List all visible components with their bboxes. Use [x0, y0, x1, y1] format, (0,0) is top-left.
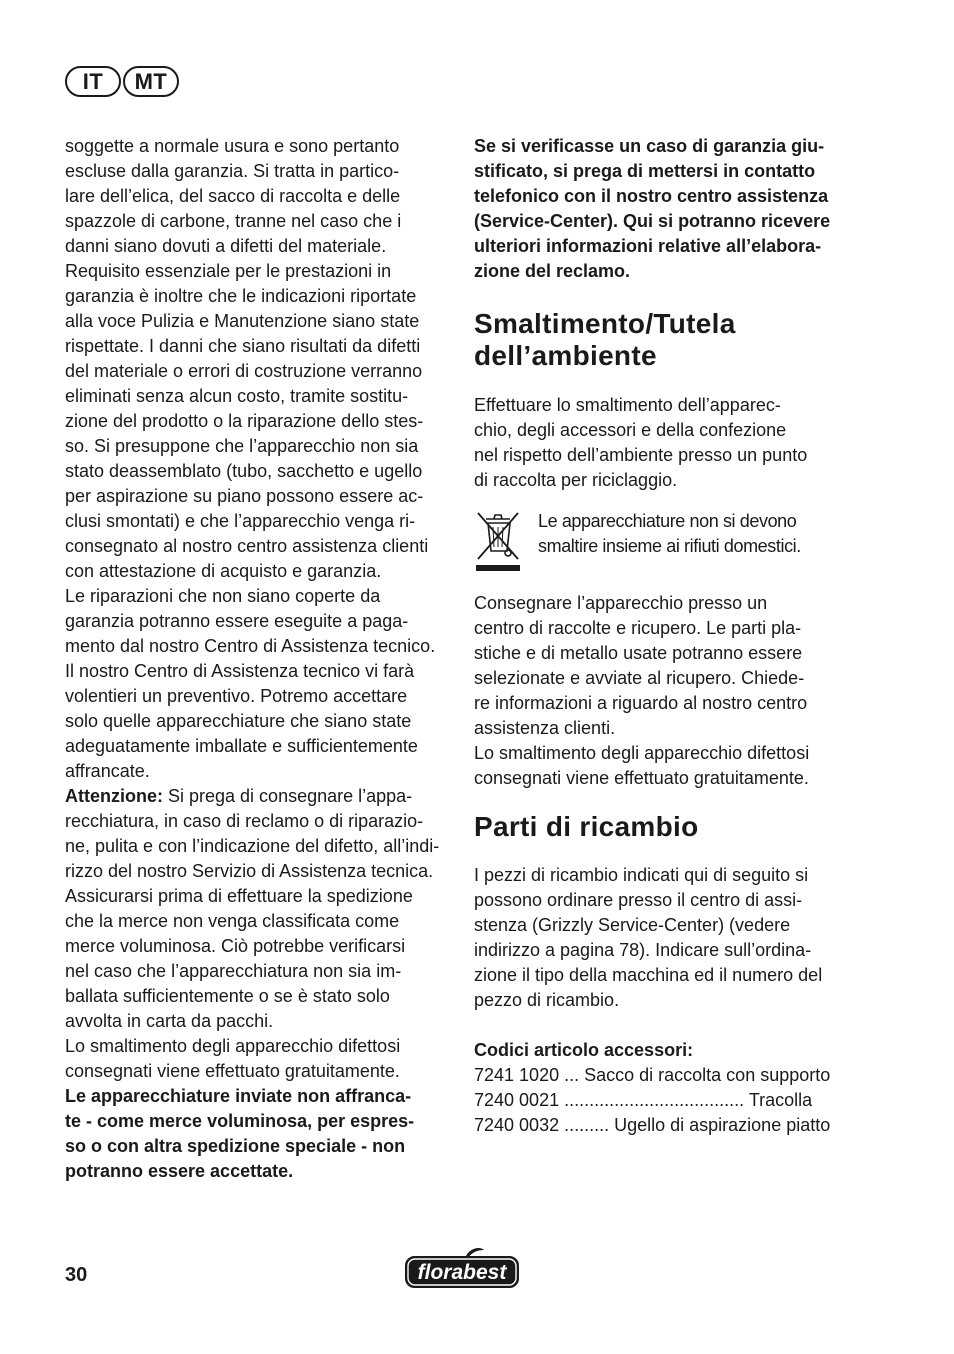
text-line: volentieri un preventivo. Potremo accettare	[65, 686, 408, 706]
accessory-row	[474, 1063, 830, 1088]
bold-warning-line: Le apparecchiature inviate non affranca-	[65, 1086, 412, 1106]
bold-line: zione del reclamo.	[474, 261, 631, 281]
florabest-logo-graphic	[404, 1246, 520, 1290]
text-line: garanzia potranno essere eseguite a paga-	[65, 611, 409, 631]
accessories-heading: Codici articolo accessori:	[474, 1040, 694, 1060]
accessories-list	[474, 1038, 858, 1138]
text-line: selezionate e avviate al ricupero. Chiede-	[474, 668, 805, 688]
text-line: ne, pulita e con l’indicazione del difetto, all’indi-	[65, 836, 440, 856]
text-line: Le riparazioni che non siano coperte da	[65, 586, 381, 606]
text-line: nel caso che l’apparecchiatura non sia im-	[65, 961, 402, 981]
text-line: soggette a normale usura e sono pertanto	[65, 136, 400, 156]
page-number: 30	[65, 1264, 88, 1286]
text-line: di raccolta per riciclaggio.	[474, 470, 678, 490]
attention-label: Attenzione:	[65, 786, 163, 806]
text-line: danni siano dovuti a difetti del materiale.	[65, 236, 387, 256]
accessory-name: Sacco di raccolta con supporto	[579, 1065, 831, 1085]
accessory-name: Ugello di aspirazione piatto	[609, 1115, 831, 1135]
text-line: avvolta in carta da pacchi.	[65, 1011, 274, 1031]
spare-parts-heading: Parti di ricambio	[474, 811, 699, 842]
attention-text: Si prega di consegnare l’appa-	[163, 786, 413, 806]
left-column	[65, 134, 449, 1184]
recycling-text	[474, 591, 858, 791]
text-line: centro di raccolte e ricupero. Le parti pla-	[474, 618, 802, 638]
text-line: assistenza clienti.	[474, 718, 616, 738]
text-line: Le apparecchiature non si devono	[538, 511, 797, 531]
accessory-row	[474, 1088, 812, 1113]
accessory-name: Tracolla	[744, 1090, 813, 1110]
text-line: smaltire insieme ai rifiuti domestici.	[538, 536, 801, 556]
text-line: solo quelle apparecchiature che siano state	[65, 711, 412, 731]
text-line: stiche e di metallo usate potranno essere	[474, 643, 803, 663]
bold-line: stificato, si prega di mettersi in contatto	[474, 161, 816, 181]
text-line: consegnato al nostro centro assistenza clienti	[65, 536, 429, 556]
warranty-contact-text	[474, 134, 858, 284]
weee-notice	[474, 509, 858, 579]
text-line: ballata sufficientemente o se è stato solo	[65, 986, 390, 1006]
text-line: stenza (Grizzly Service-Center) (vedere	[474, 915, 791, 935]
text-line: indirizzo a pagina 78). Indicare sull’ordina-	[474, 940, 812, 960]
right-column	[474, 134, 858, 1138]
logo-text: florabest	[417, 1261, 507, 1284]
language-badges	[65, 66, 179, 97]
text-line: Lo smaltimento degli apparecchio difettosi	[474, 743, 810, 763]
text-line: recchiatura, in caso di reclamo o di riparazio-	[65, 811, 424, 831]
accessory-code: 7240 0032	[474, 1115, 560, 1135]
text-line: merce voluminosa. Ciò potrebbe verificarsi	[65, 936, 406, 956]
text-line: zione del prodotto o la riparazione dello stes-	[65, 411, 424, 431]
text-line: Effettuare lo smaltimento dell’apparec-	[474, 395, 781, 415]
attention-line	[65, 784, 412, 809]
text-line: Il nostro Centro di Assistenza tecnico vi farà	[65, 661, 415, 681]
text-line: possono ordinare presso il centro di assi-	[474, 890, 803, 910]
text-line: garanzia è inoltre che le indicazioni riportate	[65, 286, 417, 306]
warranty-conditions-text	[65, 134, 449, 1184]
bold-warning-line: te - come merce voluminosa, per espres-	[65, 1111, 415, 1131]
text-line: per aspirazione su piano possono essere ac-	[65, 486, 424, 506]
text-line: nel rispetto dell’ambiente presso un punto	[474, 445, 808, 465]
text-line: alla voce Pulizia e Manutenzione siano state	[65, 311, 420, 331]
text-line: mento dal nostro Centro di Assistenza tecnico.	[65, 636, 436, 656]
florabest-logo	[404, 1246, 520, 1295]
heading-line: Smaltimento/Tutela	[474, 308, 736, 339]
text-line: consegnati viene effettuato gratuitamente.	[474, 768, 809, 788]
text-line: escluse dalla garanzia. Si tratta in partico-	[65, 161, 400, 181]
text-line: Lo smaltimento degli apparecchio difettosi	[65, 1036, 401, 1056]
text-line: rispettate. I danni che siano risultati da difetti	[65, 336, 421, 356]
text-line: re informazioni a riguardo al nostro centro	[474, 693, 808, 713]
crossed-out-wheelie-bin-icon	[474, 509, 522, 573]
text-line: zione il tipo della macchina ed il numero del	[474, 965, 823, 985]
text-line: I pezzi di ricambio indicati qui di seguito si	[474, 865, 809, 885]
lang-badge-it: IT	[65, 66, 121, 97]
bold-line: Se si verificasse un caso di garanzia giu-	[474, 136, 825, 156]
text-line: stato deassemblato (tubo, sacchetto e ugello	[65, 461, 423, 481]
heading-line: dell’ambiente	[474, 340, 657, 371]
text-line: rizzo del nostro Servizio di Assistenza tecnica.	[65, 861, 434, 881]
accessory-leader: .........	[559, 1115, 610, 1135]
text-line: affrancate.	[65, 761, 150, 781]
accessory-code: 7240 0021	[474, 1090, 560, 1110]
bold-line: telefonico con il nostro centro assistenza	[474, 186, 829, 206]
text-line: chio, degli accessori e della confezione	[474, 420, 787, 440]
bold-line: (Service-Center). Qui si potranno ricevere	[474, 211, 831, 231]
text-line: lare dell’elica, del sacco di raccolta e delle	[65, 186, 401, 206]
text-line: so. Si presuppone che l’apparecchio non sia	[65, 436, 419, 456]
text-line: pezzo di ricambio.	[474, 990, 620, 1010]
text-line: con attestazione di acquisto e garanzia.	[65, 561, 382, 581]
accessory-code: 7241 1020	[474, 1065, 560, 1085]
text-line: consegnati viene effettuato gratuitamente.	[65, 1061, 400, 1081]
bold-warning-line: potranno essere accettate.	[65, 1161, 294, 1181]
text-line: Requisito essenziale per le prestazioni in	[65, 261, 392, 281]
text-line: Consegnare l’apparecchio presso un	[474, 593, 768, 613]
text-line: eliminati senza alcun costo, tramite sostitu-	[65, 386, 409, 406]
lang-badge-mt: MT	[123, 66, 179, 97]
text-line: adeguatamente imballate e sufficientemente	[65, 736, 418, 756]
disposal-intro	[474, 393, 858, 493]
weee-note	[538, 509, 801, 559]
text-line: clusi smontati) e che l’apparecchio venga ri-	[65, 511, 416, 531]
text-line: spazzole di carbone, tranne nel caso che i	[65, 211, 402, 231]
text-line: Assicurarsi prima di effettuare la spedizione	[65, 886, 413, 906]
bold-warning-line: so o con altra spedizione speciale - non	[65, 1136, 406, 1156]
accessory-leader: ....................................	[559, 1090, 745, 1110]
accessory-row	[474, 1113, 830, 1138]
spare-parts-text	[474, 863, 858, 1013]
text-line: del materiale o errori di costruzione verranno	[65, 361, 423, 381]
text-line: che la merce non venga classificata come	[65, 911, 400, 931]
bold-line: ulteriori informazioni relative all’elabora-	[474, 236, 822, 256]
accessory-leader: ...	[559, 1065, 580, 1085]
disposal-heading	[474, 308, 858, 372]
